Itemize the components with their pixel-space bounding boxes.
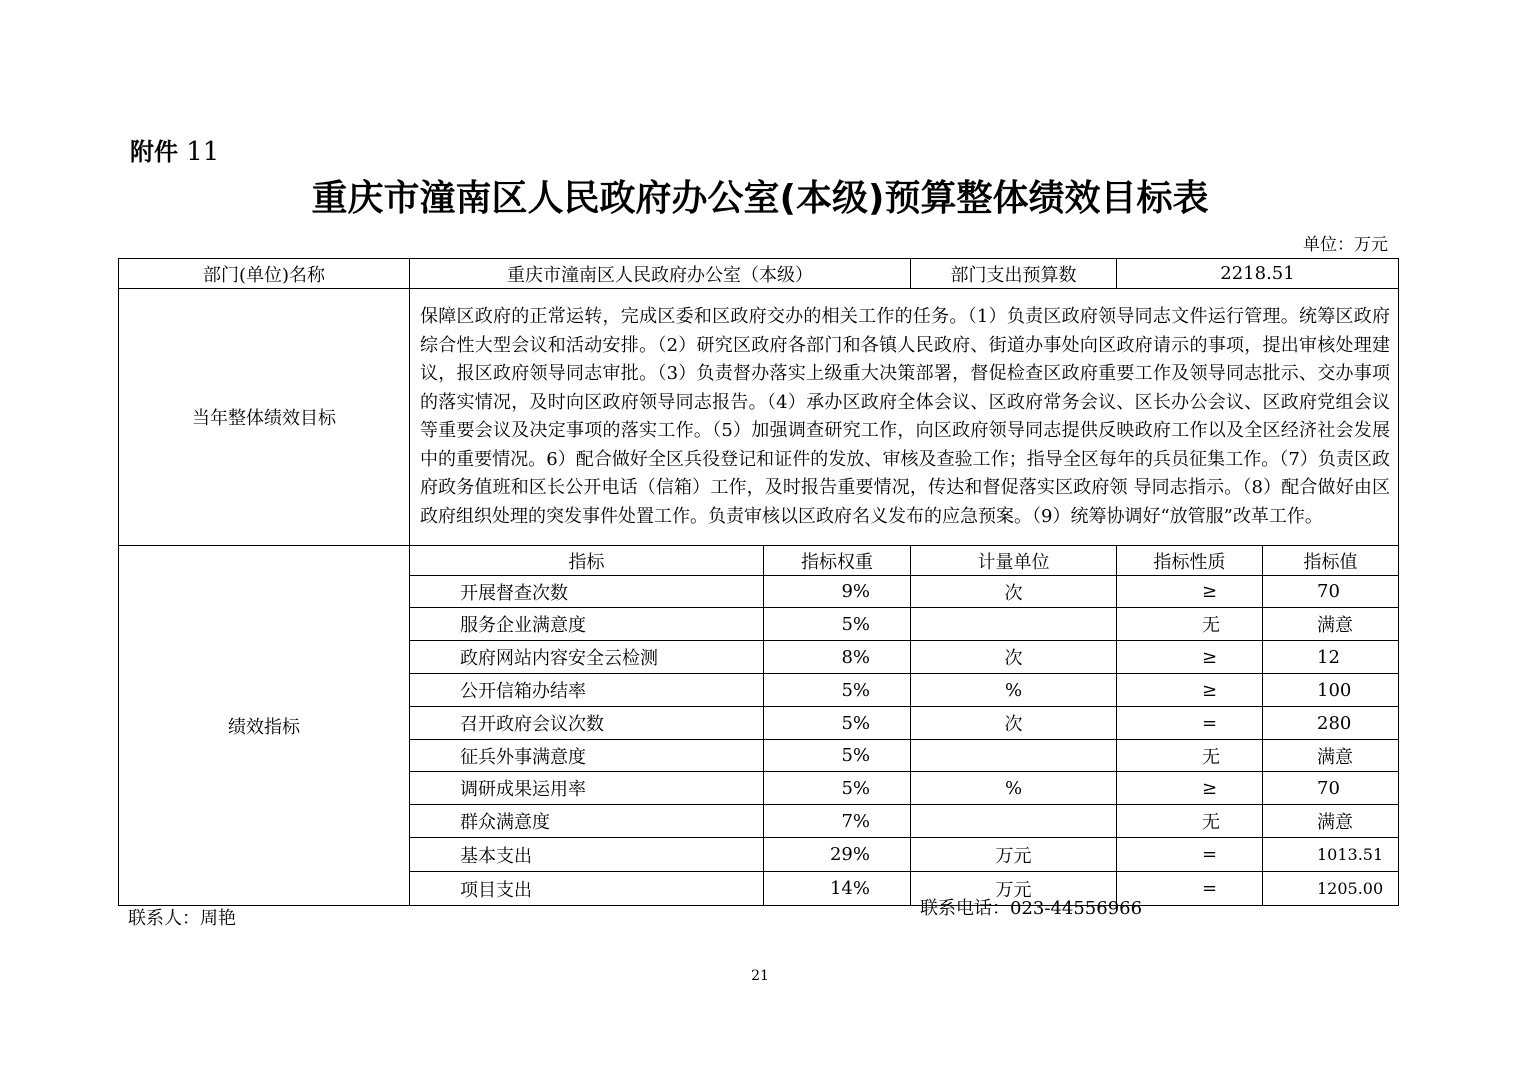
indicator-value: 1013.51 bbox=[1263, 838, 1399, 872]
indicator-weight: 5% bbox=[764, 674, 911, 707]
goals-label: 当年整体绩效目标 bbox=[119, 289, 410, 546]
indicator-value: 280 bbox=[1263, 707, 1399, 740]
indicator-name: 服务企业满意度 bbox=[410, 608, 764, 641]
indicator-name: 征兵外事满意度 bbox=[410, 740, 764, 772]
indicator-weight: 14% bbox=[764, 872, 911, 906]
indicator-weight: 29% bbox=[764, 838, 911, 872]
indicator-unit: 次 bbox=[911, 707, 1117, 740]
dept-budget-label: 部门支出预算数 bbox=[911, 259, 1117, 289]
indicator-weight: 5% bbox=[764, 608, 911, 641]
indicator-value: 满意 bbox=[1263, 805, 1399, 838]
goals-text: 保障区政府的正常运转，完成区委和区政府交办的相关工作的任务。（1）负责区政府领导同志文件运行管理。统筹区政府综合性大型会议和活动安排。（2）研究区政府各部门和各镇人民政府、街道办事处向区政府请示的事项，提出审核处理建议，报区政府领导同志审批。（3）负责督办落实上级重大决策部署，督促检查区政府重要工作及领导同志批示、交办事项的落实情况，及时向区政府领导同志报告。（4）承办区政府全体会议、区政府常务会议、区长办公会议、区政府党组会议等重要会议及决定事项的落实工作。（5）加强调查研究工作，向区政府领导同志提供反映政府工作以及全区经济社会发展中的重要情况。6）配合做好全区兵役登记和证件的发放、审核及查验工作；指导全区每年的兵员征集工作。（7）负责区政府政务值班和区长公开电话（信箱）工作，及时报告重要情况，传达和督促落实区政府领 导同志指示。（8）配合做好由区政府组织处理的突发事件处置工作。负责审核以区政府名义发布的应急预案。（9）统筹协调好“放管服”改革工作。 bbox=[410, 289, 1399, 546]
indicator-name: 基本支出 bbox=[410, 838, 764, 872]
col-header-nature: 指标性质 bbox=[1117, 546, 1263, 576]
indicator-unit: 次 bbox=[911, 641, 1117, 674]
indicator-value: 100 bbox=[1263, 674, 1399, 707]
indicator-unit bbox=[911, 608, 1117, 641]
indicator-name: 召开政府会议次数 bbox=[410, 707, 764, 740]
indicator-weight: 5% bbox=[764, 740, 911, 772]
indicator-value: 70 bbox=[1263, 576, 1399, 608]
indicator-nature: = bbox=[1117, 838, 1263, 872]
dept-row bbox=[119, 259, 1399, 289]
indicator-nature: ≥ bbox=[1117, 674, 1263, 707]
indicator-unit: % bbox=[911, 674, 1117, 707]
indicator-nature: 无 bbox=[1117, 805, 1263, 838]
col-header-unit: 计量单位 bbox=[911, 546, 1117, 576]
indicator-unit: 万元 bbox=[911, 872, 1117, 906]
dept-name-value: 重庆市潼南区人民政府办公室（本级） bbox=[410, 259, 911, 289]
indicator-value: 70 bbox=[1263, 772, 1399, 805]
indicator-nature: ≥ bbox=[1117, 772, 1263, 805]
indicator-name: 群众满意度 bbox=[410, 805, 764, 838]
page-title: 重庆市潼南区人民政府办公室(本级)预算整体绩效目标表 bbox=[311, 178, 1209, 219]
dept-budget-value: 2218.51 bbox=[1117, 259, 1399, 289]
indicator-weight: 5% bbox=[764, 772, 911, 805]
indicator-nature: ≥ bbox=[1117, 641, 1263, 674]
indicator-nature: = bbox=[1117, 707, 1263, 740]
indicator-value: 12 bbox=[1263, 641, 1399, 674]
budget-performance-table bbox=[118, 258, 1399, 906]
indicator-value: 满意 bbox=[1263, 608, 1399, 641]
indicator-unit: 次 bbox=[911, 576, 1117, 608]
unit-label: 单位：万元 bbox=[1303, 235, 1388, 255]
indicator-value: 1205.00 bbox=[1263, 872, 1399, 906]
indicator-value: 满意 bbox=[1263, 740, 1399, 772]
indicator-unit bbox=[911, 740, 1117, 772]
attachment-number bbox=[130, 132, 219, 167]
col-header-indicator: 指标 bbox=[410, 546, 764, 576]
indicator-name: 开展督查次数 bbox=[410, 576, 764, 608]
indicators-label: 绩效指标 bbox=[119, 546, 410, 906]
indicator-header-row bbox=[119, 546, 1399, 576]
contact-phone: 联系电话：023-44556966 bbox=[920, 898, 1143, 919]
contact-person: 联系人：周艳 bbox=[128, 908, 236, 929]
indicator-name: 政府网站内容安全云检测 bbox=[410, 641, 764, 674]
dept-name-label: 部门(单位)名称 bbox=[119, 259, 410, 289]
indicator-weight: 5% bbox=[764, 707, 911, 740]
indicator-weight: 7% bbox=[764, 805, 911, 838]
indicator-name: 项目支出 bbox=[410, 872, 764, 906]
indicator-weight: 9% bbox=[764, 576, 911, 608]
indicator-nature: 无 bbox=[1117, 740, 1263, 772]
indicator-unit bbox=[911, 805, 1117, 838]
col-header-weight: 指标权重 bbox=[764, 546, 911, 576]
indicator-name: 公开信箱办结率 bbox=[410, 674, 764, 707]
indicator-nature: ≥ bbox=[1117, 576, 1263, 608]
indicator-nature: = bbox=[1117, 872, 1263, 906]
col-header-value: 指标值 bbox=[1263, 546, 1399, 576]
attachment-index: 11 bbox=[186, 137, 220, 167]
goals-row bbox=[119, 289, 1399, 546]
indicator-name: 调研成果运用率 bbox=[410, 772, 764, 805]
page-number: 21 bbox=[751, 968, 769, 984]
attachment-label: 附件 bbox=[130, 138, 178, 166]
indicator-unit: % bbox=[911, 772, 1117, 805]
indicator-nature: 无 bbox=[1117, 608, 1263, 641]
indicator-weight: 8% bbox=[764, 641, 911, 674]
indicator-unit: 万元 bbox=[911, 838, 1117, 872]
